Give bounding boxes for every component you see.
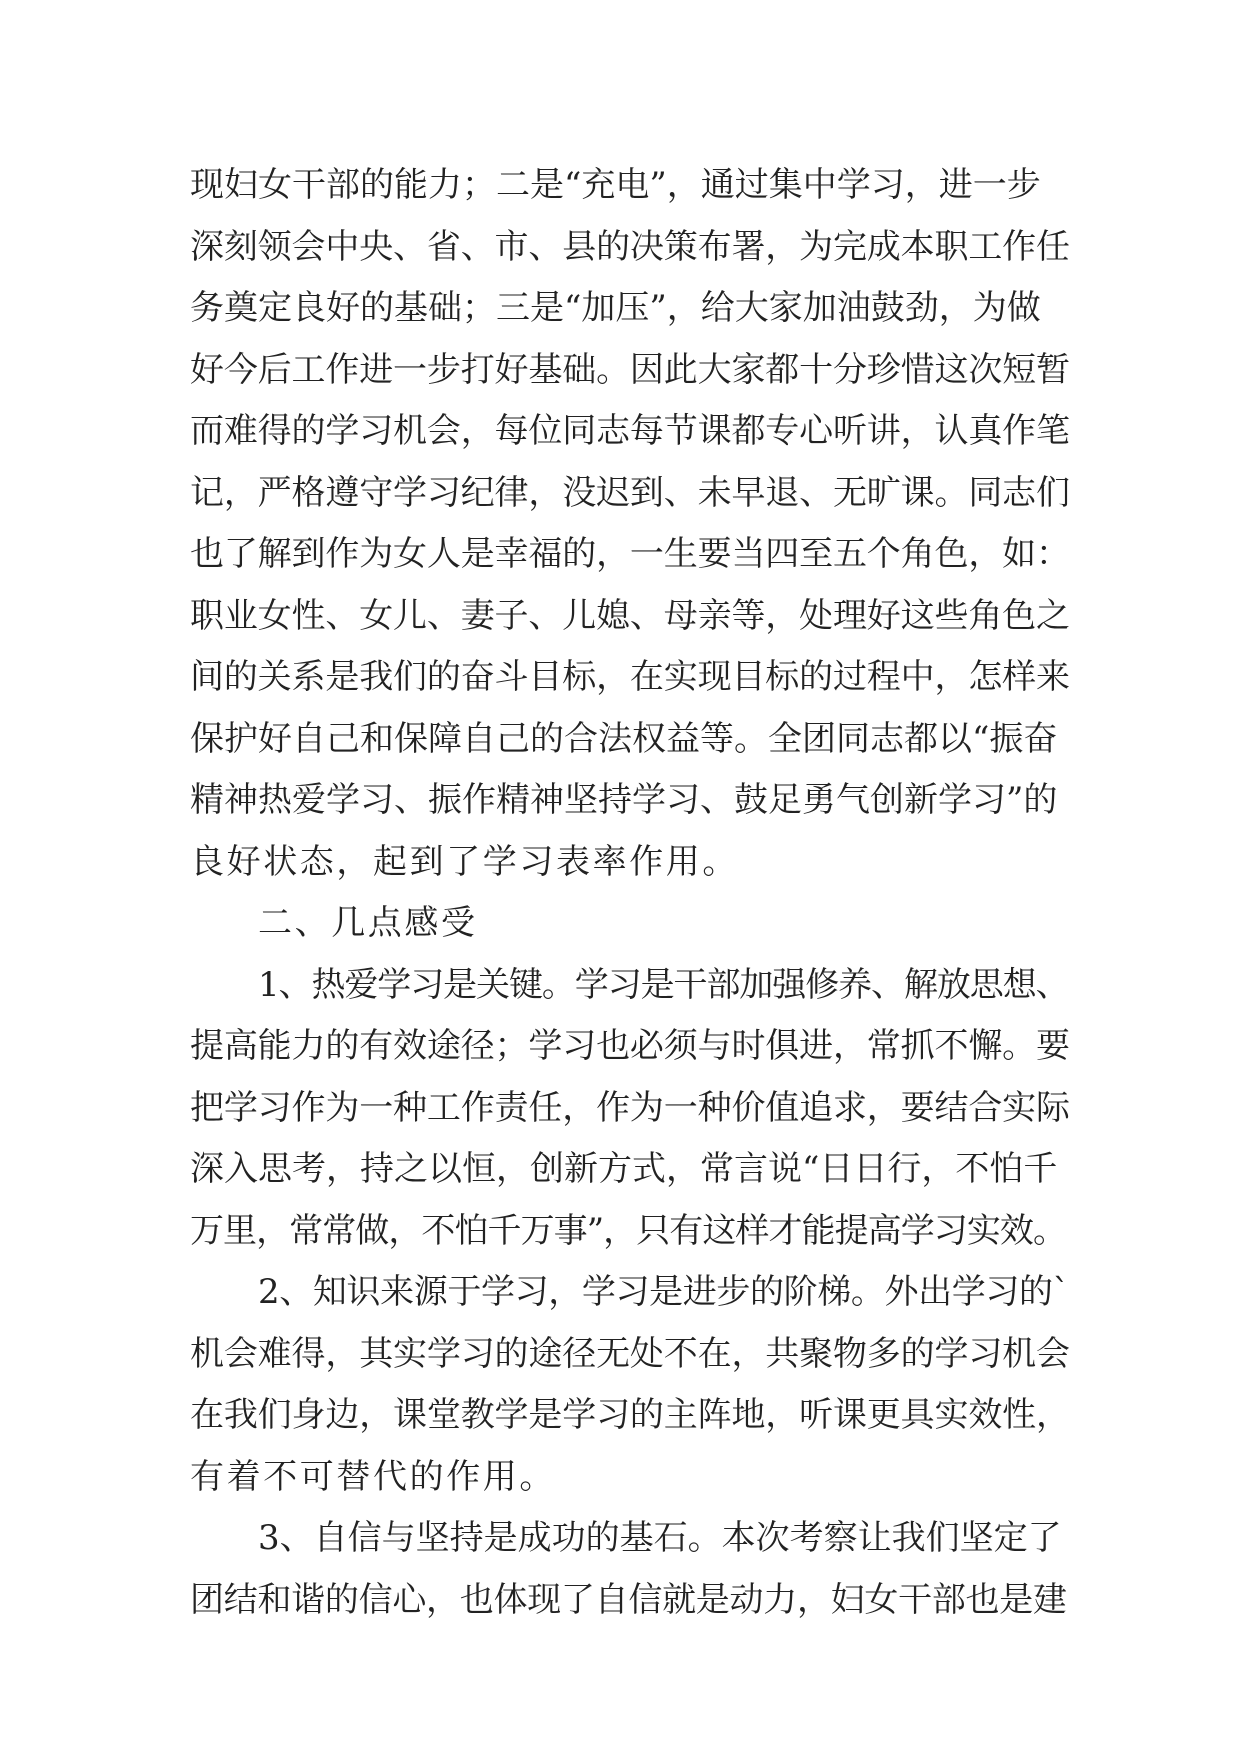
text-line: 有着不可替代的作用。 [190,1456,556,1497]
text-line: 在我们身边，课堂教学是学习的主阵地，听课更具实效性， [190,1395,1070,1435]
text-line: 保护好自己和保障自己的合法权益等。全团同志都以“振奋 [190,718,1058,759]
text-line: 间的关系是我们的奋斗目标，在实现目标的过程中，怎样来 [190,657,1070,697]
text-line: 良好状态，起到了学习表率作用。 [190,841,739,882]
text-line: 深刻领会中央、省、市、县的决策布署，为完成本职工作任 [190,226,1070,267]
text-line: 务奠定良好的基础；三是“加压”，给大家加油鼓劲，为做 [190,288,1041,328]
text-line: 而难得的学习机会，每位同志每节课都专心听讲，认真作笔 [190,411,1070,451]
text-line: 机会难得，其实学习的途径无处不在，共聚物多的学习机会 [190,1333,1070,1374]
text-line: 职业女性、女儿、妻子、儿媳、母亲等，处理好这些角色之 [190,595,1070,636]
text-line: 精神热爱学习、振作精神坚持学习、鼓足勇气创新学习”的 [190,780,1058,820]
text-line: 好今后工作进一步打好基础。因此大家都十分珍惜这次短暂 [190,349,1070,390]
text-line: 团结和谐的信心，也体现了自信就是动力，妇女干部也是建 [190,1579,1067,1620]
text-line: 1、热爱学习是关键。学习是干部加强修养、解放思想、 [258,964,1069,1005]
text-line: 万里，常常做，不怕千万事”，只有这样才能提高学习实效。 [190,1210,1067,1251]
text-line: 记，严格遵守学习纪律，没迟到、未早退、无旷课。同志们 [190,472,1070,513]
text-line: 把学习作为一种工作责任，作为一种价值追求，要结合实际 [190,1087,1070,1128]
text-line: 也了解到作为女人是幸福的，一生要当四至五个角色，如： [190,534,1070,574]
text-line: 深入思考，持之以恒，创新方式，常言说“日日行，不怕千 [190,1149,1058,1189]
text-line: 二、几点感受 [258,903,478,943]
body-text [190,155,1070,1631]
text-line: 提高能力的有效途径；学习也必须与时俱进，常抓不懈。要 [190,1026,1070,1066]
text-line: 3、自信与坚持是成功的基石。本次考察让我们坚定了 [258,1518,1062,1558]
text-line: 2、知识来源于学习，学习是进步的阶梯。外出学习的` [258,1272,1070,1312]
text-line: 现妇女干部的能力；二是“充电”，通过集中学习，进一步 [190,165,1041,205]
